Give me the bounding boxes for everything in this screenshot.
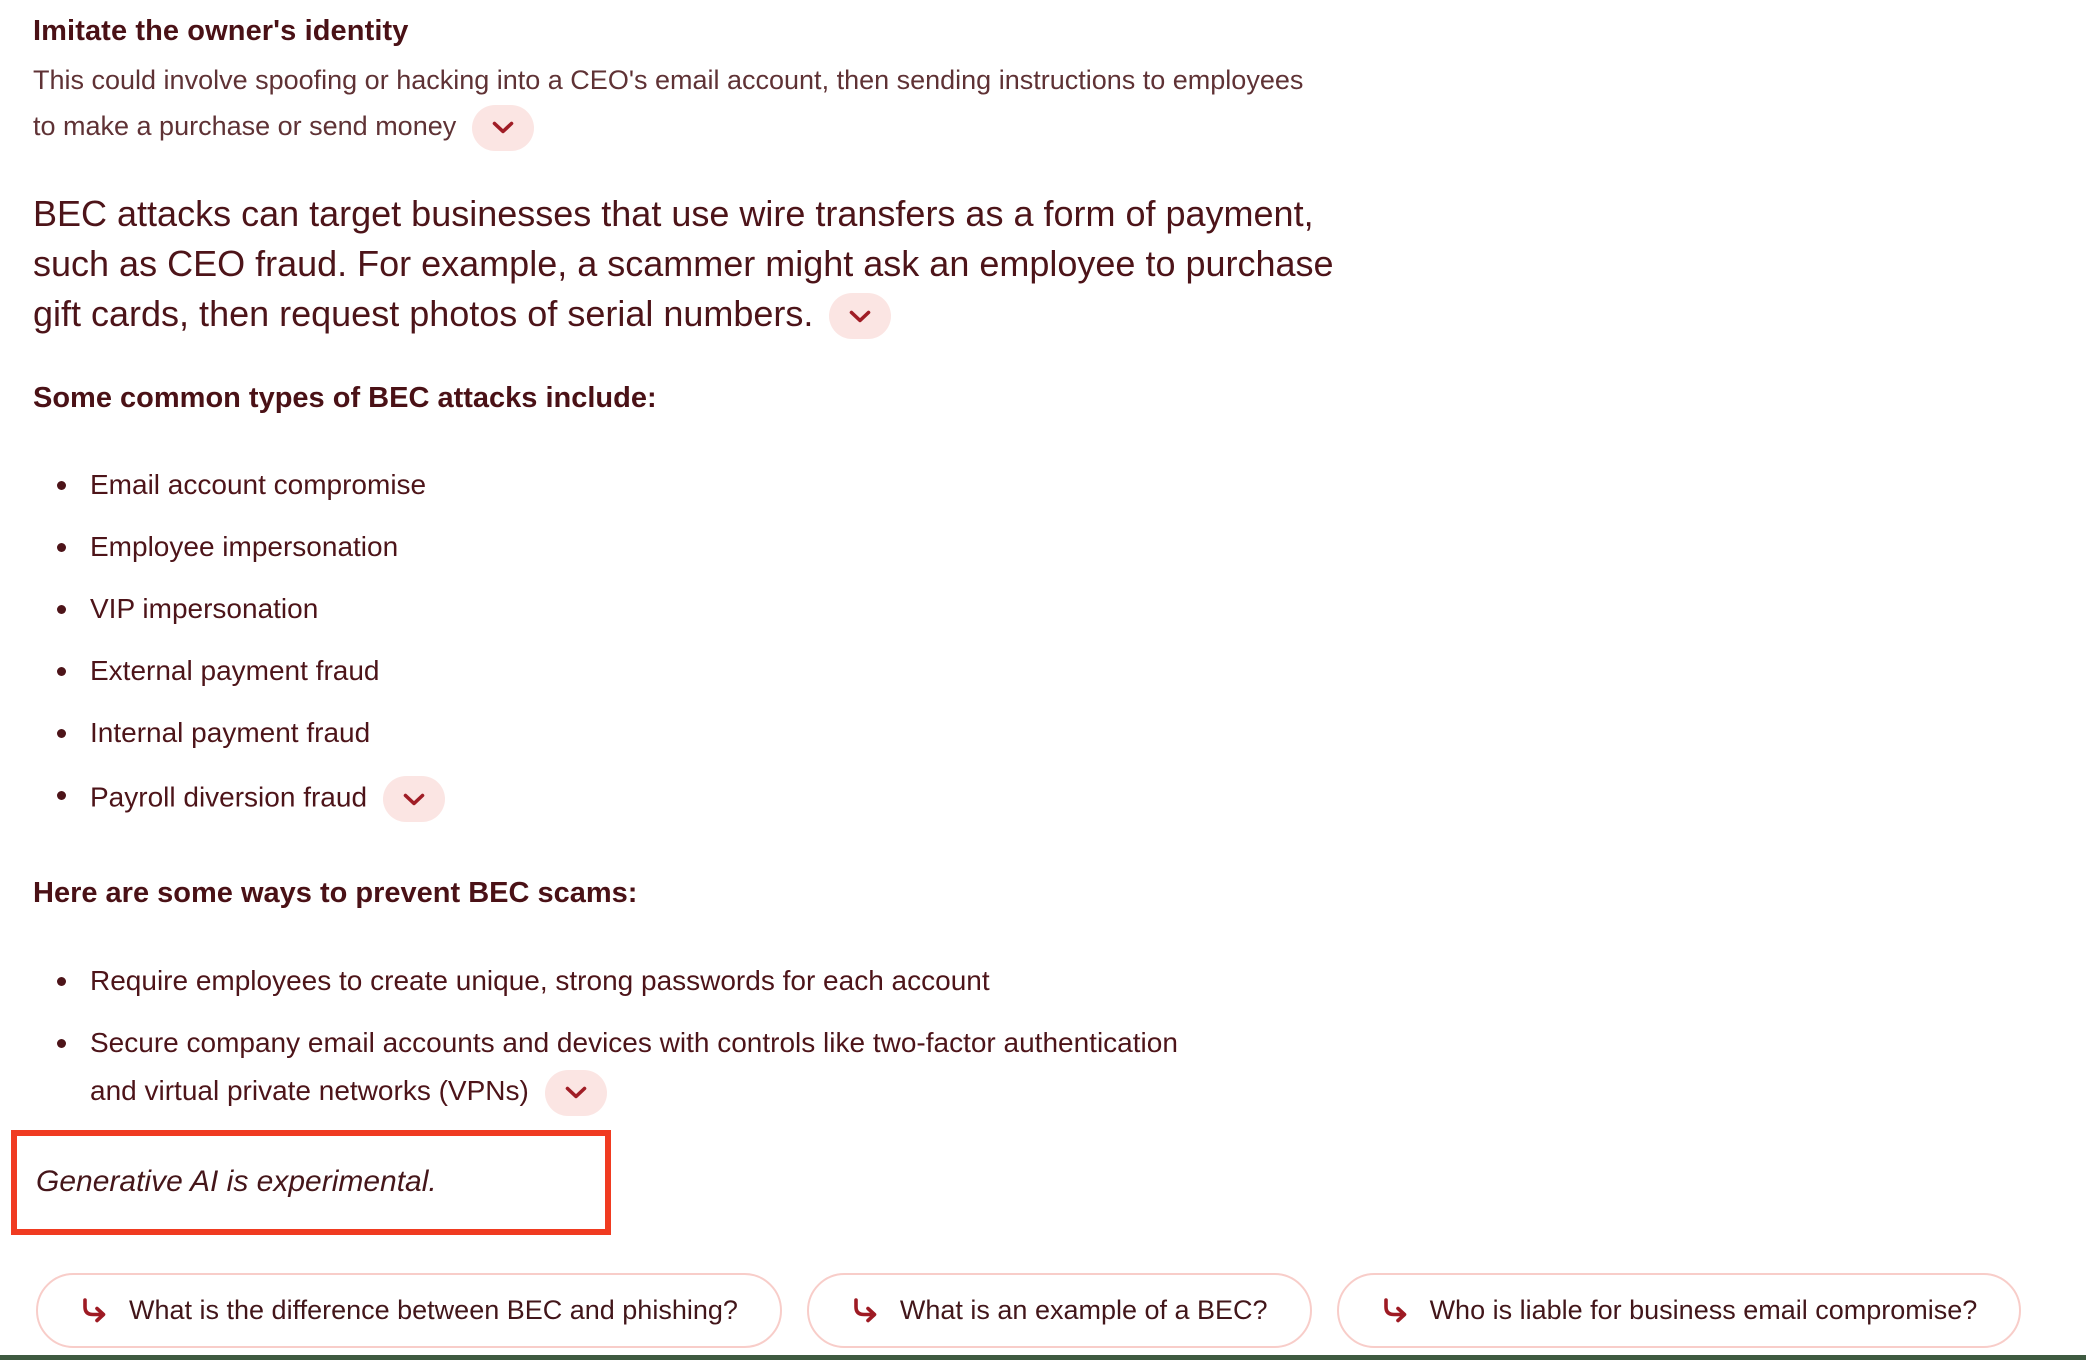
list-item-text: Secure company email accounts and devices with controls like two-factor authentication and virtual private networks (VPNs)	[90, 1027, 1178, 1107]
list-item	[33, 466, 2086, 504]
bottom-edge-bar	[0, 1355, 2086, 1360]
list-item	[33, 590, 2086, 628]
types-list	[33, 466, 2086, 822]
branch-arrow-icon	[1381, 1298, 1410, 1323]
chevron-down-icon	[849, 310, 871, 323]
main-paragraph-text: BEC attacks can target businesses that use wire transfers as a form of payment, such as CEO fraud. For example, a scammer might ask an employee to purchase gift cards, then request photos of serial numbers.	[33, 192, 1334, 334]
list-item	[33, 1019, 1183, 1116]
list-item	[33, 957, 1183, 1005]
expand-button[interactable]	[472, 105, 534, 151]
prevention-heading: Here are some ways to prevent BEC scams:	[33, 877, 638, 910]
list-item-text: Employee impersonation	[90, 531, 399, 563]
list-item-text: External payment fraud	[90, 655, 380, 687]
expand-button[interactable]	[545, 1070, 607, 1116]
followup-chip[interactable]	[1337, 1273, 2022, 1348]
list-item	[33, 652, 2086, 690]
list-item	[33, 776, 2086, 822]
branch-arrow-icon	[80, 1298, 109, 1323]
list-item	[33, 714, 2086, 752]
followup-chips-row	[36, 1273, 2086, 1348]
followup-chip-label: What is the difference between BEC and phishing?	[129, 1294, 738, 1325]
expand-button[interactable]	[829, 293, 891, 339]
chevron-down-icon	[492, 121, 514, 134]
branch-arrow-icon	[851, 1298, 880, 1323]
followup-chip[interactable]	[807, 1273, 1312, 1348]
chevron-down-icon	[565, 1086, 587, 1099]
prevention-list	[33, 957, 2086, 1116]
types-heading: Some common types of BEC attacks include:	[33, 382, 657, 415]
annotation-box	[11, 1130, 611, 1235]
list-item-text: Internal payment fraud	[90, 717, 371, 749]
generative-ai-disclaimer: Generative AI is experimental.	[36, 1165, 437, 1199]
main-paragraph	[33, 189, 1378, 339]
list-item-text: Email account compromise	[90, 469, 427, 501]
subsection-body	[33, 57, 1323, 151]
list-item	[33, 528, 2086, 566]
expand-button[interactable]	[383, 776, 445, 822]
followup-chip-label: What is an example of a BEC?	[899, 1294, 1268, 1325]
subsection-title: Imitate the owner's identity	[33, 15, 409, 47]
list-item-text: Payroll diversion fraud	[90, 781, 368, 813]
followup-chip[interactable]	[36, 1273, 782, 1348]
chevron-down-icon	[403, 793, 425, 806]
subsection-body-text: This could involve spoofing or hacking into a CEO's email account, then sending instructions to employees to make a purchase or send money	[33, 65, 1304, 141]
list-item-text: VIP impersonation	[90, 593, 319, 625]
list-item-text: Require employees to create unique, strong passwords for each account	[90, 965, 990, 997]
followup-chip-label: Who is liable for business email compromise?	[1429, 1294, 1978, 1325]
